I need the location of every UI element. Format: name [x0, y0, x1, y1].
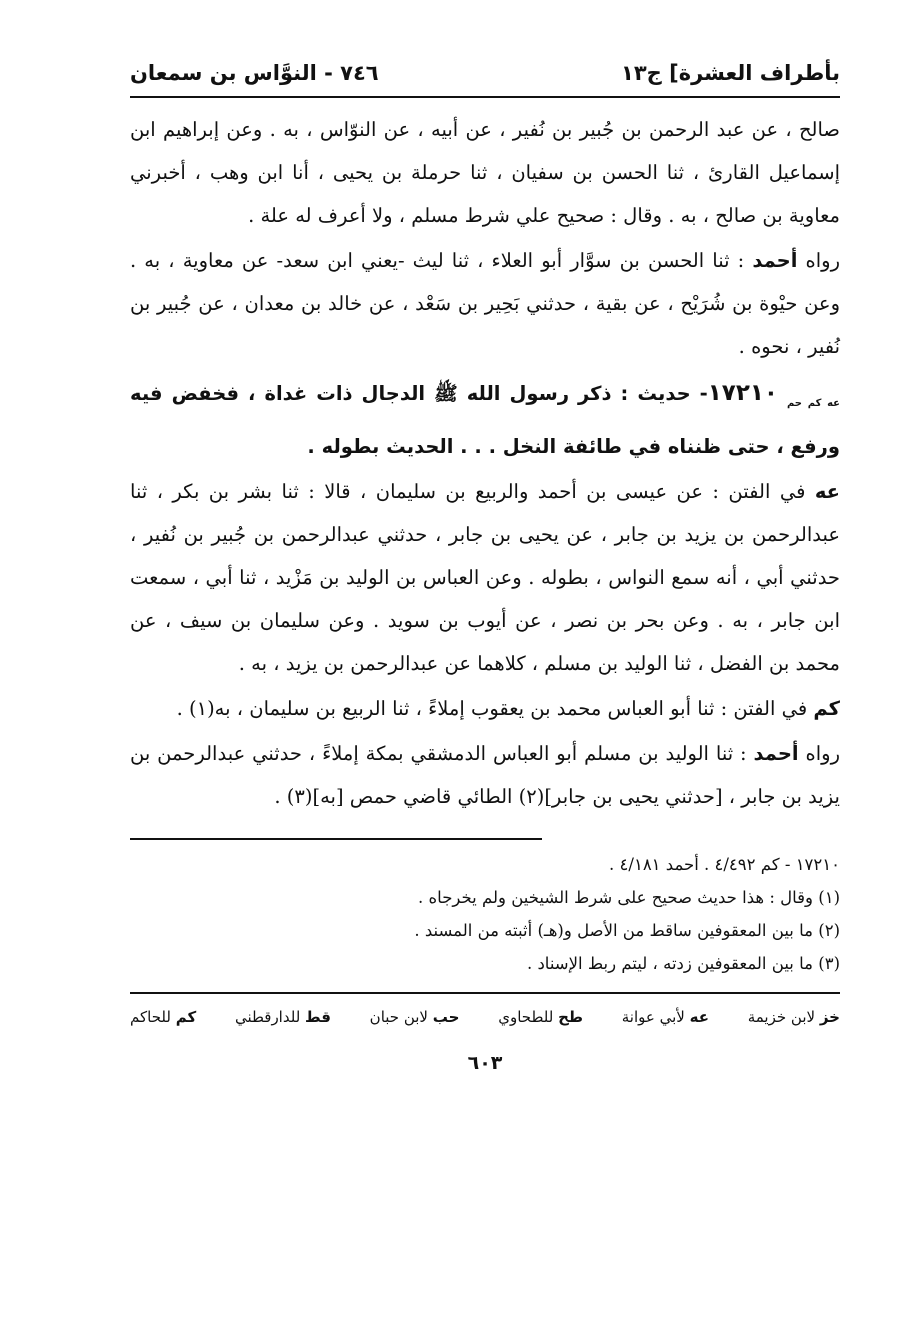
hadith-number: ١٧٢١٠ [707, 380, 778, 406]
source-ahmad: أحمد [752, 249, 798, 272]
abbrev-hakim: كم للحاكم [130, 1008, 197, 1026]
section-title: ٧٤٦ - النوَّاس بن سمعان [130, 61, 379, 85]
abbrev-abu-awana: عه لأبي عوانة [621, 1008, 709, 1026]
hadith-sigla: عه كم حم [786, 398, 840, 409]
abbreviations-key [130, 994, 840, 1032]
paragraph-5: رواه أحمد : ثنا الوليد بن مسلم أبو العباس الدمشقي بمكة إملاءً ، حدثني عبدالرحمن بن يزيد بن جابر ، [حدثني يحيى بن جابر](٢) الطائي قاضي حمص [به](٣) . [130, 742, 840, 808]
footnotes [414, 848, 840, 980]
hadith-text: - حديث : ذكر رسول الله ﷺ الدجال ذات غداة ، فخفض فيه ورفع ، حتى ظنناه في طائفة النخل . . . الحديث بطوله . [130, 382, 840, 458]
book-title: بأطراف العشرة] ج١٣ [621, 61, 840, 85]
page-number: ٦٠٣ [467, 1052, 503, 1074]
abbrev-ibn-khuzayma: خز لابن خزيمة [747, 1008, 840, 1026]
paragraph-2: رواه أحمد : ثنا الحسن بن سوَّار أبو العلاء ، ثنا ليث -يعني ابن سعد- عن معاوية ، به . وعن حيْوة بن شُرَيْح ، عن بقية ، حدثني بَحِير بن سَعْد ، عن خالد بن معدان ، عن جُبير بن نُفير ، نحوه . [130, 249, 840, 358]
book-page [130, 48, 840, 1074]
footnote-reference: ١٧٢١٠ - كم ٤/٤٩٢ . أحمد ٤/١٨١ . [609, 855, 840, 874]
abbrev-tahawi: طح للطحاوي [498, 1008, 584, 1026]
paragraph-1: صالح ، عن عبد الرحمن بن جُبير بن نُفير ، عن أبيه ، عن النوّاس ، به . وعن إبراهيم ابن إسماعيل القارئ ، ثنا الحسن بن سفيان ، ثنا حرملة بن يحيى ، أنا ابن وهب ، أخبرني معاوية بن صالح ، به . وقال : صحيح علي شرط مسلم ، ولا أعرف له علة . [130, 118, 840, 227]
source-ahmad-2: أحمد [753, 742, 799, 765]
abbrev-ibn-hibban: حب لابن حبان [369, 1008, 460, 1026]
source-hakim: كم [813, 697, 840, 720]
running-header [130, 48, 840, 96]
main-text [130, 108, 840, 818]
hadith-heading [130, 372, 840, 468]
footnote-divider [130, 838, 542, 840]
footnote-2: (٢) ما بين المعقوفين ساقط من الأصل و(هـ) أثبته من المسند . [414, 921, 840, 940]
footnote-3: (٣) ما بين المعقوفين زدته ، ليتم ربط الإسناد . [526, 954, 840, 973]
paragraph-4: كم في الفتن : ثنا أبو العباس محمد بن يعقوب إملاءً ، ثنا الربيع بن سليمان ، به(١) . [176, 697, 840, 720]
source-abu-awana: عه [814, 480, 840, 503]
footnote-1: (١) وقال : هذا حديث صحيح على شرط الشيخين ولم يخرجاه . [418, 888, 840, 907]
paragraph-3: عه في الفتن : عن عيسى بن أحمد والربيع بن سليمان ، قالا : ثنا بشر بن بكر ، ثنا عبدالرحمن بن يزيد بن جابر ، عن يحيى بن جابر ، حدثني عبدالرحمن بن جُبير بن نُفير ، حدثني أبي ، أنه سمع النواس ، بطوله . وعن العباس بن الوليد بن مَزْيد ، ثنا أبي ، سمعت ابن جابر ، به . وعن بحر بن نصر ، عن أيوب بن سويد . وعن سليمان بن سيف ، عن محمد بن الفضل ، ثنا الوليد بن مسلم ، كلاهما عن عبدالرحمن بن يزيد ، به . [130, 480, 840, 675]
abbrev-daraqutni: قط للدارقطني [234, 1008, 331, 1026]
header-divider [130, 96, 840, 98]
